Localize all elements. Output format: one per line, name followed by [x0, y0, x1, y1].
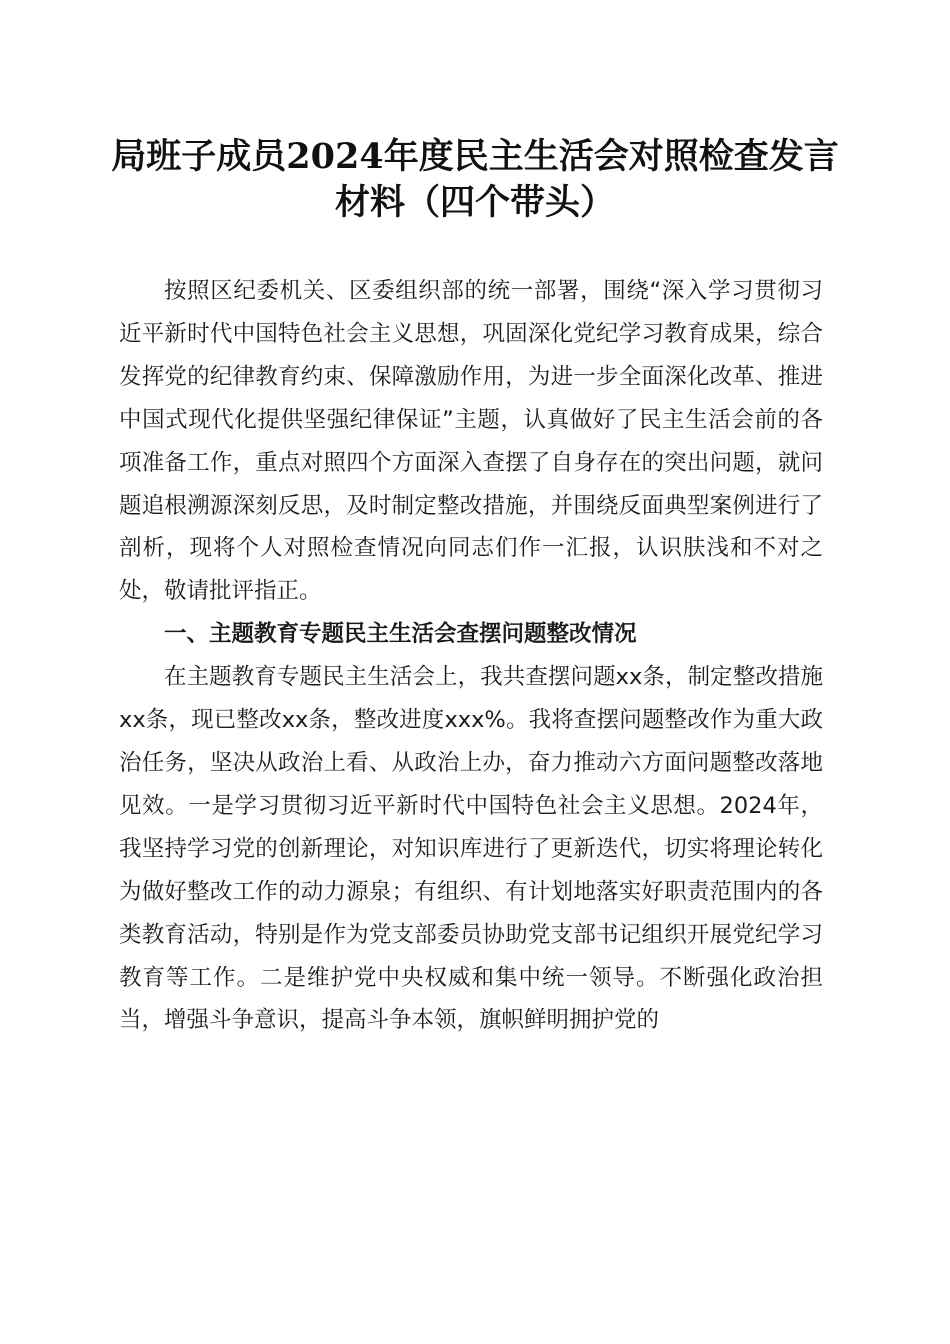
intro-paragraph: 按照区纪委机关、区委组织部的统一部署，围绕“深入学习贯彻习近平新时代中国特色社会主义思想，巩固深化党纪学习教育成果，综合发挥党的纪律教育约束、保障激励作用，为进一步全面深化改革、推进中国式现代化提供坚强纪律保证”主题，认真做好了民主生活会前的各项准备工作，重点对照四个方面深入查摆了自身存在的突出问题，就问题追根溯源深刻反思，及时制定整改措施，并围绕反面典型案例进行了剖析，现将个人对照检查情况向同志们作一汇报，认识肤浅和不对之处，敬请批评指正。 — [119, 278, 823, 605]
section-heading-1: 一、主题教育专题民主生活会查摆问题整改情况 — [164, 621, 637, 648]
document-body — [119, 270, 823, 1042]
document-title: 局班子成员2024年度民主生活会对照检查发言材料（四个带头） — [111, 136, 839, 223]
section-1-paragraph: 在主题教育专题民主生活会上，我共查摆问题xx条，制定整改措施xx条，现已整改xx条，整改进度xxx%。我将查摆问题整改作为重大政治任务，坚决从政治上看、从政治上办，奋力推动六方面问题整改落地见效。一是学习贯彻习近平新时代中国特色社会主义思想。2024年，我坚持学习党的创新理论，对知识库进行了更新迭代，切实将理论转化为做好整改工作的动力源泉；有组织、有计划地落实好职责范围内的各类教育活动，特别是作为党支部委员协助党支部书记组织开展党纪学习教育等工作。二是维护党中央权威和集中统一领导。不断强化政治担当，增强斗争意识，提高斗争本领，旗帜鲜明拥护党的 — [119, 664, 823, 1034]
